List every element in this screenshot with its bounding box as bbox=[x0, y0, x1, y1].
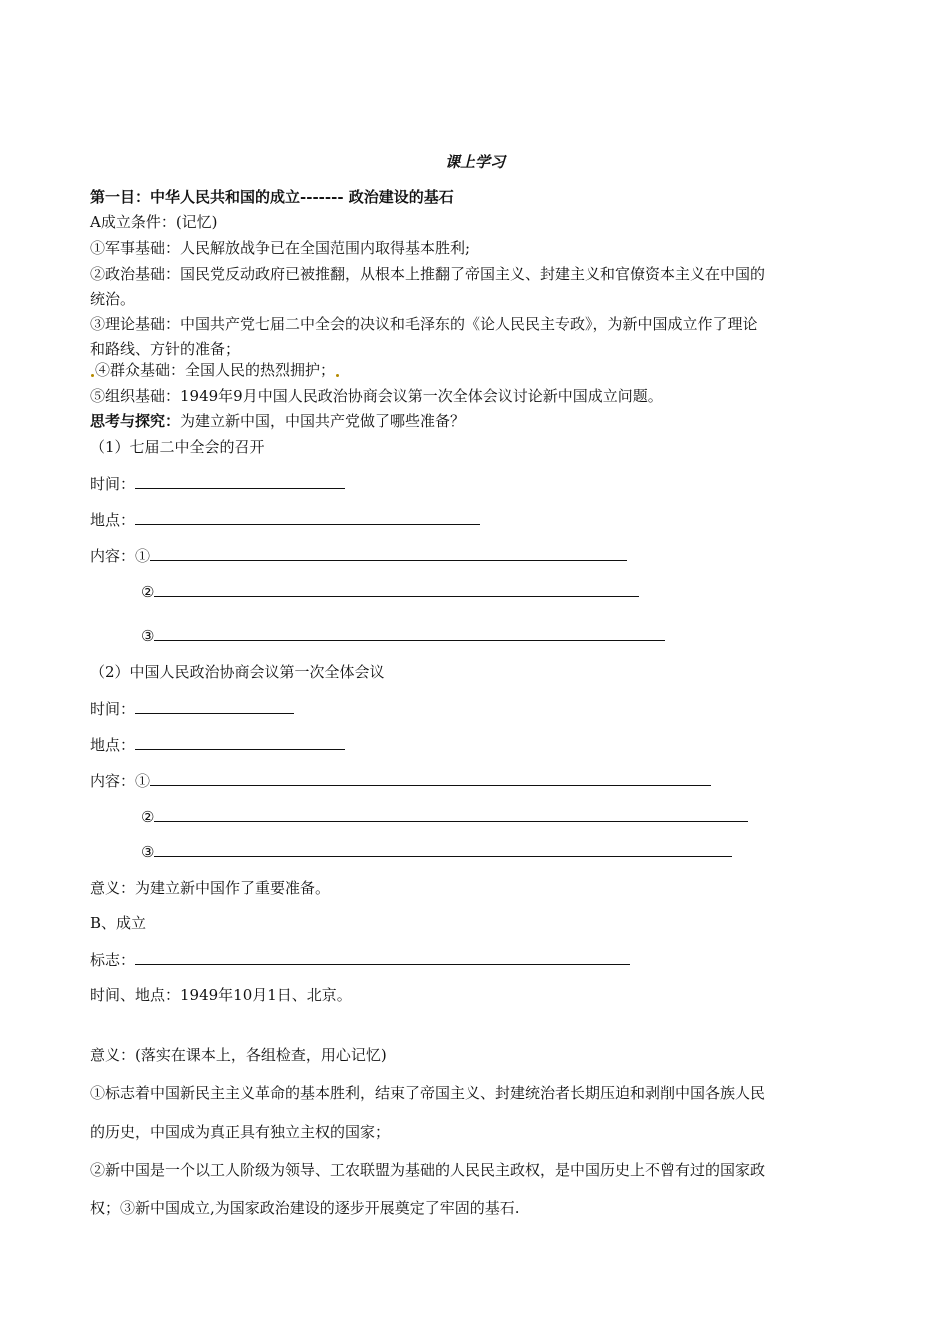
content-blank-3[interactable] bbox=[154, 842, 732, 857]
content-blank-2[interactable] bbox=[154, 582, 639, 597]
place-blank[interactable] bbox=[135, 510, 480, 525]
mark-dot bbox=[91, 374, 94, 377]
political-basis-cont: 统治。 bbox=[90, 290, 136, 308]
time-blank[interactable] bbox=[135, 699, 294, 714]
mass-basis: ④群众基础：全国人民的热烈拥护； bbox=[90, 360, 340, 380]
significance-line-3: ②新中国是一个以工人阶级为领导、工农联盟为基础的人民民主政权，是中国历史上不曾有过的国家政 bbox=[90, 1161, 766, 1179]
part1-content-row: 内容：① bbox=[90, 546, 627, 566]
section-heading: 第一目：中华人民共和国的成立------- 政治建设的基石 bbox=[90, 188, 454, 206]
theory-basis: ③理论基础：中国共产党七届二中全会的决议和毛泽东的《论人民民主专政》，为新中国成立作了理论 bbox=[90, 315, 758, 333]
part2-content-row-2: ② bbox=[141, 807, 748, 827]
political-basis: ②政治基础：国民党反动政府已被推翻，从根本上推翻了帝国主义、封建主义和官僚资本主义在中国的 bbox=[90, 265, 766, 283]
place-blank[interactable] bbox=[135, 735, 345, 750]
conditions-label: A成立条件：(记忆) bbox=[90, 213, 218, 231]
part2-place-row: 地点： bbox=[90, 735, 345, 755]
significance-line-1: ①标志着中国新民主主义革命的基本胜利，结束了帝国主义、封建统治者长期压迫和剥削中国各族人民 bbox=[90, 1084, 766, 1102]
sign-blank[interactable] bbox=[135, 950, 630, 965]
content-blank-1[interactable] bbox=[150, 546, 627, 561]
part1-content-row-3: ③ bbox=[141, 626, 665, 646]
time-blank[interactable] bbox=[135, 474, 345, 489]
part2-time-row: 时间： bbox=[90, 699, 294, 719]
content-blank-1[interactable] bbox=[150, 771, 711, 786]
theory-basis-cont: 和路线、方针的准备； bbox=[90, 340, 241, 358]
part1-time-row: 时间： bbox=[90, 474, 345, 494]
content-blank-3[interactable] bbox=[154, 626, 665, 641]
partB-sign-row: 标志： bbox=[90, 950, 630, 970]
significance-line-4: 权；③新中国成立,为国家政治建设的逐步开展奠定了牢固的基石. bbox=[90, 1199, 520, 1217]
part1-heading: （1）七届二中全会的召开 bbox=[90, 438, 265, 456]
partB-time-place: 时间、地点：1949年10月1日、北京。 bbox=[90, 986, 352, 1004]
organization-basis: ⑤组织基础：1949年9月中国人民政治协商会议第一次全体会议讨论新中国成立问题。 bbox=[90, 387, 663, 405]
military-basis: ①军事基础：人民解放战争已在全国范围内取得基本胜利; bbox=[90, 239, 471, 257]
part2-content-row-3: ③ bbox=[141, 842, 732, 862]
part2-heading: （2）中国人民政治协商会议第一次全体会议 bbox=[90, 663, 385, 681]
content-blank-2[interactable] bbox=[154, 807, 748, 822]
part2-content-row: 内容：① bbox=[90, 771, 711, 791]
page-title: 课上学习 bbox=[444, 153, 505, 171]
think-question: 思考与探究：为建立新中国，中国共产党做了哪些准备？ bbox=[90, 412, 466, 430]
significance-line-2: 的历史，中国成为真正具有独立主权的国家； bbox=[90, 1123, 391, 1141]
part2-meaning: 意义：为建立新中国作了重要准备。 bbox=[90, 879, 331, 897]
part1-place-row: 地点： bbox=[90, 510, 480, 530]
part1-content-row-2: ② bbox=[141, 582, 639, 602]
significance-heading: 意义：(落实在课本上，各组检查，用心记忆) bbox=[90, 1046, 387, 1064]
mark-dot bbox=[336, 374, 339, 377]
partB-heading: B、成立 bbox=[90, 914, 147, 932]
